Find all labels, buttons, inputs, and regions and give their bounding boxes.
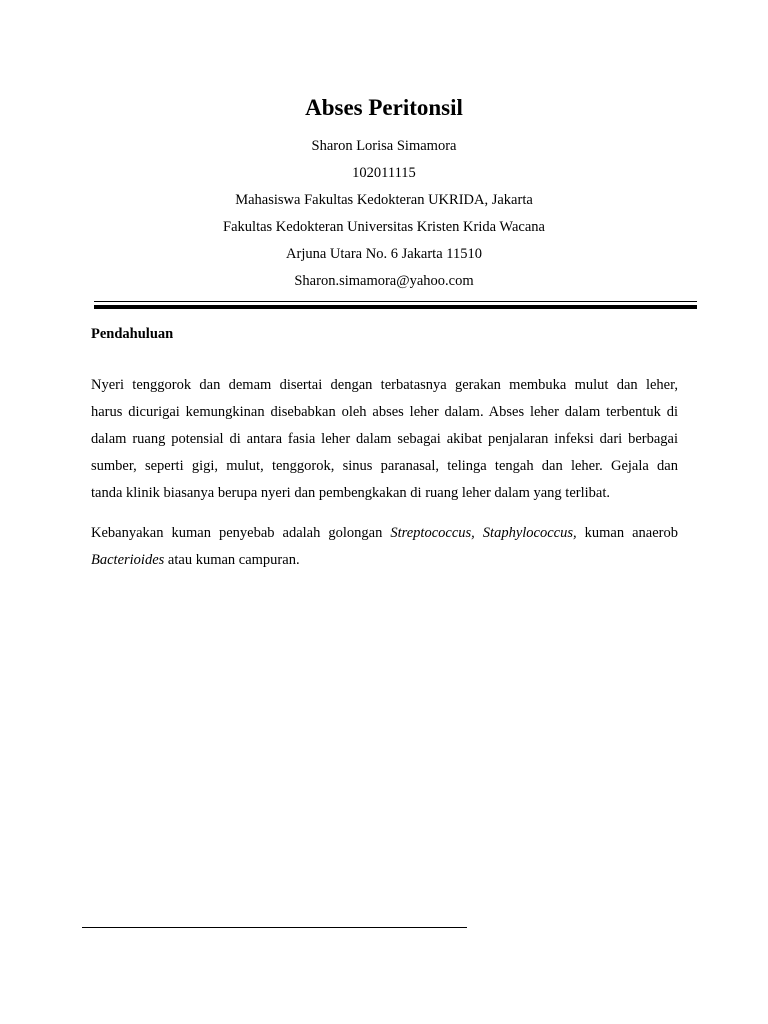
paragraph-2-line bbox=[91, 520, 678, 547]
affiliation-university: Fakultas Kedokteran Universitas Kristen Krida Wacana bbox=[223, 219, 545, 235]
paragraph-1-line: dalam ruang potensial di antara fasia leher dalam sebagai akibat penjalaran infeksi dari berbagai bbox=[91, 431, 678, 447]
paragraph-1-line: Nyeri tenggorok dan demam disertai dengan terbatasnya gerakan membuka mulut dan leher, bbox=[91, 377, 678, 393]
header-divider-thin bbox=[94, 301, 697, 302]
paragraph-2-text: atau kuman campuran. bbox=[164, 552, 300, 568]
author-name: Sharon Lorisa Simamora bbox=[311, 138, 457, 154]
paragraph-2-text: kuman anaerob bbox=[576, 525, 678, 541]
document-title: Abses Peritonsil bbox=[305, 95, 463, 120]
student-id: 102011115 bbox=[352, 165, 416, 181]
section-heading: Pendahuluan bbox=[91, 326, 174, 342]
paragraph-2-text: Kebanyakan kuman penyebab adalah golongan bbox=[91, 525, 391, 541]
address-line: Arjuna Utara No. 6 Jakarta 11510 bbox=[286, 246, 482, 262]
bacterioides-italic: Bacterioides bbox=[91, 552, 165, 568]
paragraph-1-line: harus dicurigai kemungkinan disebabkan oleh abses leher dalam. Abses leher dalam terbentuk di bbox=[91, 404, 678, 420]
bacteria-names-italic: Streptococcus, Staphylococcus, bbox=[390, 525, 577, 541]
footnote-separator bbox=[82, 927, 467, 928]
header-divider-thick bbox=[94, 305, 697, 309]
paragraph-2-line bbox=[91, 547, 678, 574]
affiliation-student: Mahasiswa Fakultas Kedokteran UKRIDA, Jakarta bbox=[235, 192, 533, 208]
email-line: Sharon.simamora@yahoo.com bbox=[294, 273, 474, 289]
paragraph-1-line: sumber, seperti gigi, mulut, tenggorok, sinus paranasal, telinga tengah dan leher. Gejala dan bbox=[91, 458, 678, 474]
introduction-paragraph-1 bbox=[91, 372, 678, 507]
introduction-paragraph-2 bbox=[91, 520, 678, 574]
paragraph-1-line: tanda klinik biasanya berupa nyeri dan pembengkakan di ruang leher dalam yang terlibat. bbox=[91, 485, 610, 501]
